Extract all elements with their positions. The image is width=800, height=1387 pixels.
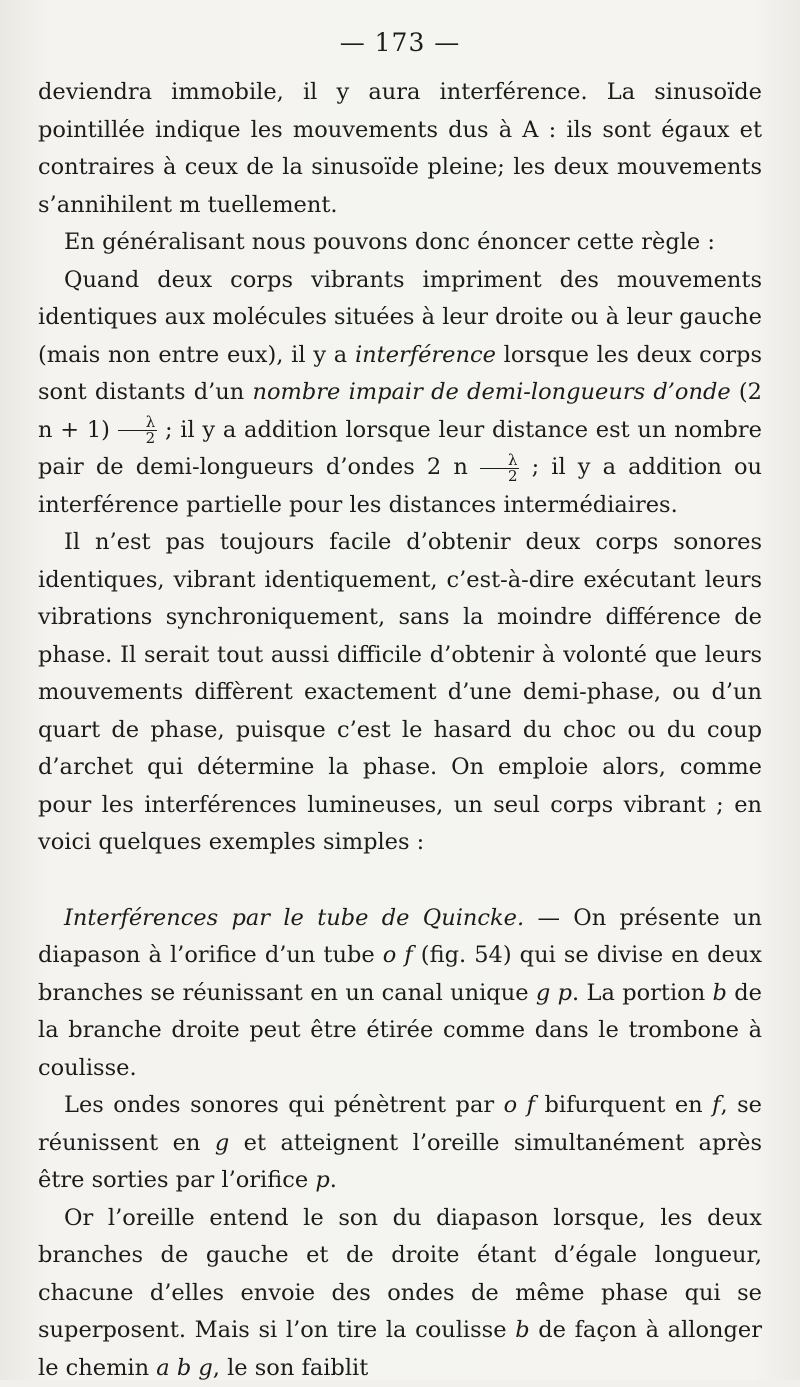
math-var: g p bbox=[536, 980, 572, 1006]
text-span: Les ondes sonores qui pénètrent par bbox=[64, 1092, 504, 1118]
text-span: , se réunissent en bbox=[38, 1092, 762, 1156]
math-var: a b g bbox=[156, 1355, 213, 1381]
math-var: g bbox=[215, 1130, 229, 1156]
text-span: — On présente un diapason à l’orifice d’un tube bbox=[38, 905, 762, 969]
text-span: bifurquent en bbox=[535, 1092, 712, 1118]
text-span: (fig. 54) qui se divise en deux branches se réunissant en un canal unique bbox=[38, 942, 762, 1006]
paragraph-1: deviendra immobile, il y aura interférence. La sinusoïde pointillée indique les mouvements dus à A : ils sont égaux et contraires à ceux de la sinusoïde pleine; les deux mouvements s’annihilent m tuellement. bbox=[38, 74, 762, 224]
text-span: ; il y a addition ou interférence partielle pour les distances intermédiaires. bbox=[38, 454, 762, 518]
text-span: Or l’oreille entend le son du diapason lorsque, les deux branches de gauche et de droite étant d’égale longueur, chacune d’elles envoie des ondes de même phase qui se superposent. Mais si l’on tire la coulisse bbox=[38, 1205, 762, 1344]
emphasis-interference: interférence bbox=[355, 342, 496, 368]
math-var: o f bbox=[383, 942, 413, 968]
fraction-denominator: 2 bbox=[480, 469, 520, 484]
text-span: lorsque les deux corps sont distants d’un bbox=[38, 342, 762, 406]
paragraph-4: Il n’est pas toujours facile d’obtenir deux corps sonores identiques, vibrant identiquement, c’est-à-dire exécutant leurs vibrations synchroniquement, sans la moindre différence de phase. Il serait tout aussi difficile d’obtenir à volonté que leurs mouvements diffèrent exactement d’une demi-phase, ou d’un quart de phase, puisque c’est le hasard du choc ou du coup d’archet qui détermine la phase. On emploie alors, comme pour les interférences lumineuses, un seul corps vibrant ; en voici quelques exemples simples : bbox=[38, 524, 762, 862]
body-text bbox=[38, 74, 762, 1387]
math-var: b bbox=[713, 980, 727, 1006]
paragraph-5 bbox=[38, 900, 762, 1088]
fraction-denominator: 2 bbox=[118, 431, 158, 446]
text-span: . La portion bbox=[572, 980, 713, 1006]
fraction-lambda-half-2 bbox=[480, 453, 520, 484]
text-span: de la branche droite peut être étirée comme dans le trombone à coulisse. bbox=[38, 980, 762, 1081]
paragraph-7 bbox=[38, 1200, 762, 1387]
paragraph-2: En généralisant nous pouvons donc énoncer cette règle : bbox=[38, 224, 762, 262]
math-var: f bbox=[712, 1092, 720, 1118]
page-number: — 173 — bbox=[0, 28, 800, 57]
section-gap bbox=[38, 862, 762, 900]
text-span: (2 n + 1) bbox=[38, 379, 762, 443]
paragraph-3 bbox=[38, 262, 762, 525]
math-var: o f bbox=[504, 1092, 535, 1118]
text-span: . bbox=[330, 1167, 337, 1193]
text-span: , le son faiblit bbox=[213, 1355, 368, 1381]
fraction-numerator: λ bbox=[480, 453, 520, 469]
emphasis-odd-half-wavelengths: nombre impair de demi-longueurs d’onde bbox=[253, 379, 731, 405]
text-span: Quand deux corps vibrants impriment des mouvements identiques aux molécules situées à leur droite ou à leur gauche (mais non entre eux), il y a bbox=[38, 267, 762, 368]
paragraph-6 bbox=[38, 1087, 762, 1200]
text-span: et atteignent l’oreille simultanément après être sorties par l’orifice bbox=[38, 1130, 762, 1194]
math-var: p bbox=[315, 1167, 329, 1193]
fraction-lambda-half bbox=[118, 415, 158, 446]
fraction-numerator: λ bbox=[118, 415, 158, 431]
text-span: de façon à allonger le chemin bbox=[38, 1317, 762, 1381]
section-heading-quincke: Interférences par le tube de Quincke. bbox=[64, 905, 524, 931]
math-var: b bbox=[515, 1317, 529, 1343]
text-span: ; il y a addition lorsque leur distance est un nombre pair de demi-longueurs d’ondes 2 n bbox=[38, 417, 762, 481]
